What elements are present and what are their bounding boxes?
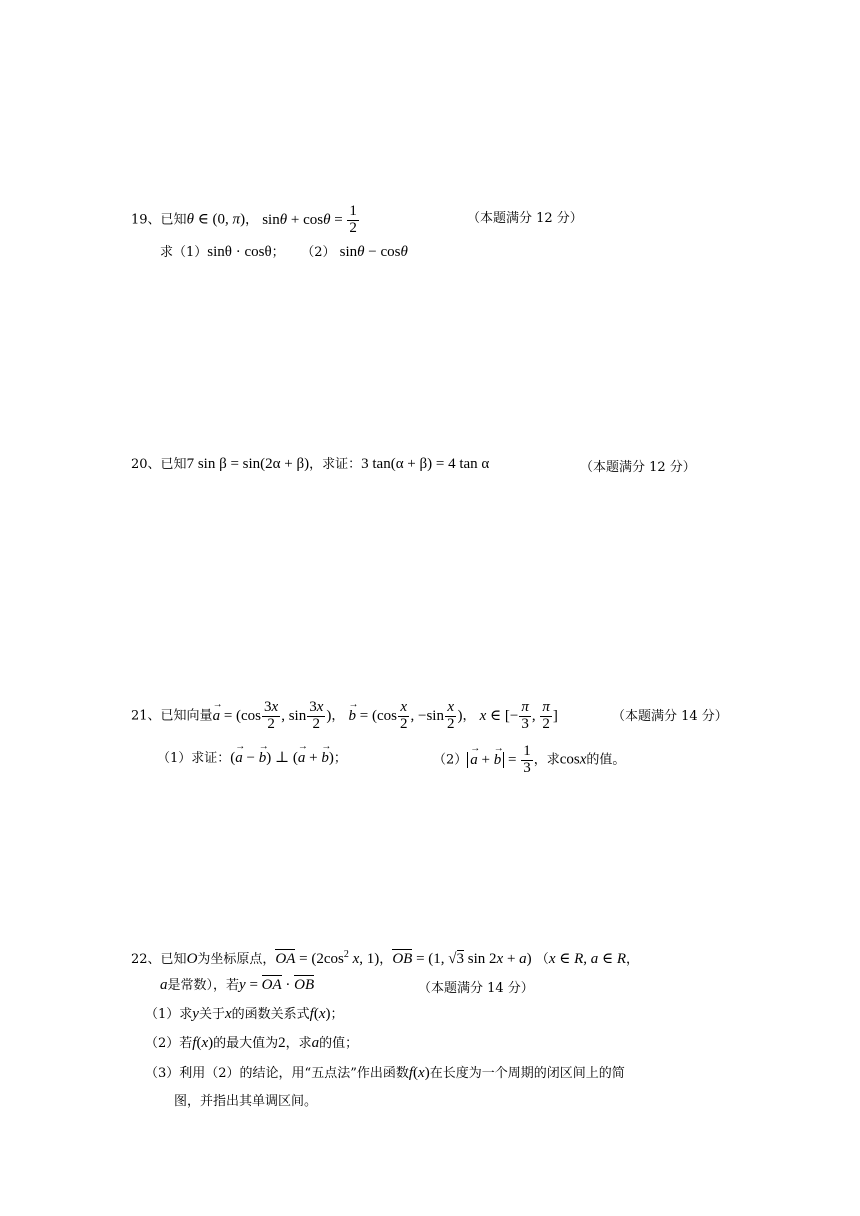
q22-line2: a是常数），若y = OA · OB bbox=[160, 977, 315, 993]
q21-line1: 21、已知向量→ a = (cos $\frac{3x}{2}$ , sin $\frac{3x}{2}$ )， → b = (cos $\frac{x}{2}$ , −sin $\frac{x}{2}$ )， x ∈ [− $\frac{\pi}{3}$ , $\frac{\pi}{2}$ ] bbox=[131, 700, 558, 733]
q19-line2: 求（1）sinθ · cosθ； （2） sinθ − cosθ bbox=[160, 244, 408, 260]
q21-part2-label: （2） bbox=[433, 752, 468, 768]
q22-part2: （2）若f(x)的最大值为2，求a的值； bbox=[145, 1035, 359, 1051]
q21-line2: （1）求证：(→ a − → b) ⊥ (→ a + → b)； bbox=[157, 748, 347, 769]
q21-part1-label: （1）求证： bbox=[157, 751, 231, 766]
q19-part2-label: （2） bbox=[301, 245, 336, 260]
q19-condition-sum: sinθ + cosθ = $\frac{1}{2}$ bbox=[262, 203, 357, 236]
q21-part1-expr: (→ a − → b) ⊥ (→ a + → b) bbox=[230, 750, 334, 766]
q21-part2-target: cosx bbox=[559, 751, 587, 768]
q21-part2-expr: → a + → b = $\frac{1}{3}$ bbox=[467, 752, 533, 768]
q20-number: 20、 bbox=[131, 457, 161, 472]
q22-line1: 22、已知O为坐标原点，OA = ($2\cos^2$ x, 1)，OB = (1, √3 sin 2x + a) （x ∈ R, a ∈ R， bbox=[131, 949, 640, 967]
q21-number: 21、 bbox=[131, 708, 161, 724]
q22-vector-ob: OB = (1, √3 sin 2x + a) bbox=[392, 951, 532, 967]
q22-domain: x ∈ R, a ∈ R bbox=[548, 951, 627, 967]
q22-part3: （3）利用（2）的结论，用“五点法”作出函数f(x)在长度为一个周期的闭区间上的简 bbox=[145, 1065, 625, 1081]
q19-line1: 19、已知θ ∈ (0, π)， sinθ + cosθ = $\frac{1}{2}$ bbox=[131, 204, 360, 237]
q19-part1-expr: sinθ · cosθ bbox=[207, 244, 272, 260]
q19-given-label: 已知 bbox=[160, 212, 187, 228]
q21-line2-part2: （2）→ a + → b = $\frac{1}{3}$ ，求cosx的值。 bbox=[433, 744, 625, 777]
q22-part3-line2: 图，并指出其单调区间。 bbox=[174, 1094, 318, 1109]
q19-condition-domain: θ ∈ (0, π) bbox=[186, 211, 246, 228]
q20-score: （本题满分 12 分） bbox=[580, 460, 696, 475]
q21-vector-b: → b = (cos $\frac{x}{2}$ , −sin $\frac{x}{2}$ ) bbox=[349, 708, 463, 724]
q22-definition: y = OA · OB bbox=[239, 977, 315, 993]
q22-origin-symbol: O bbox=[186, 951, 198, 967]
q21-domain: x ∈ [− $\frac{\pi}{3}$ , $\frac{\pi}{2}$ ] bbox=[479, 699, 558, 732]
q21-score: （本题满分 14 分） bbox=[612, 709, 728, 724]
q19-number: 19、 bbox=[131, 212, 161, 228]
q22-vector-oa: OA = ($2\cos^2$ x, 1) bbox=[275, 949, 380, 967]
q22-number: 22、 bbox=[131, 952, 161, 967]
q19-part1-label: （1） bbox=[173, 245, 208, 260]
q19-score: （本题满分 12 分） bbox=[467, 211, 583, 226]
q20-goal: 3 tan(α + β) = 4 tan α bbox=[361, 456, 490, 472]
q22-score: （本题满分 14 分） bbox=[418, 981, 534, 996]
q20-condition: 7 sin β = sin(2α + β) bbox=[186, 456, 310, 472]
q21-vector-a: → a = (cos $\frac{3x}{2}$ , sin $\frac{3x}{2}$ ) bbox=[213, 708, 332, 724]
q20-line1: 20、已知7 sin β = sin(2α + β)，求证：3 tan(α + β) = 4 tan α bbox=[131, 456, 490, 472]
q19-part2-expr: sinθ − cosθ bbox=[339, 244, 408, 260]
q22-part1: （1）求y关于x的函数关系式f(x)； bbox=[145, 1006, 344, 1022]
